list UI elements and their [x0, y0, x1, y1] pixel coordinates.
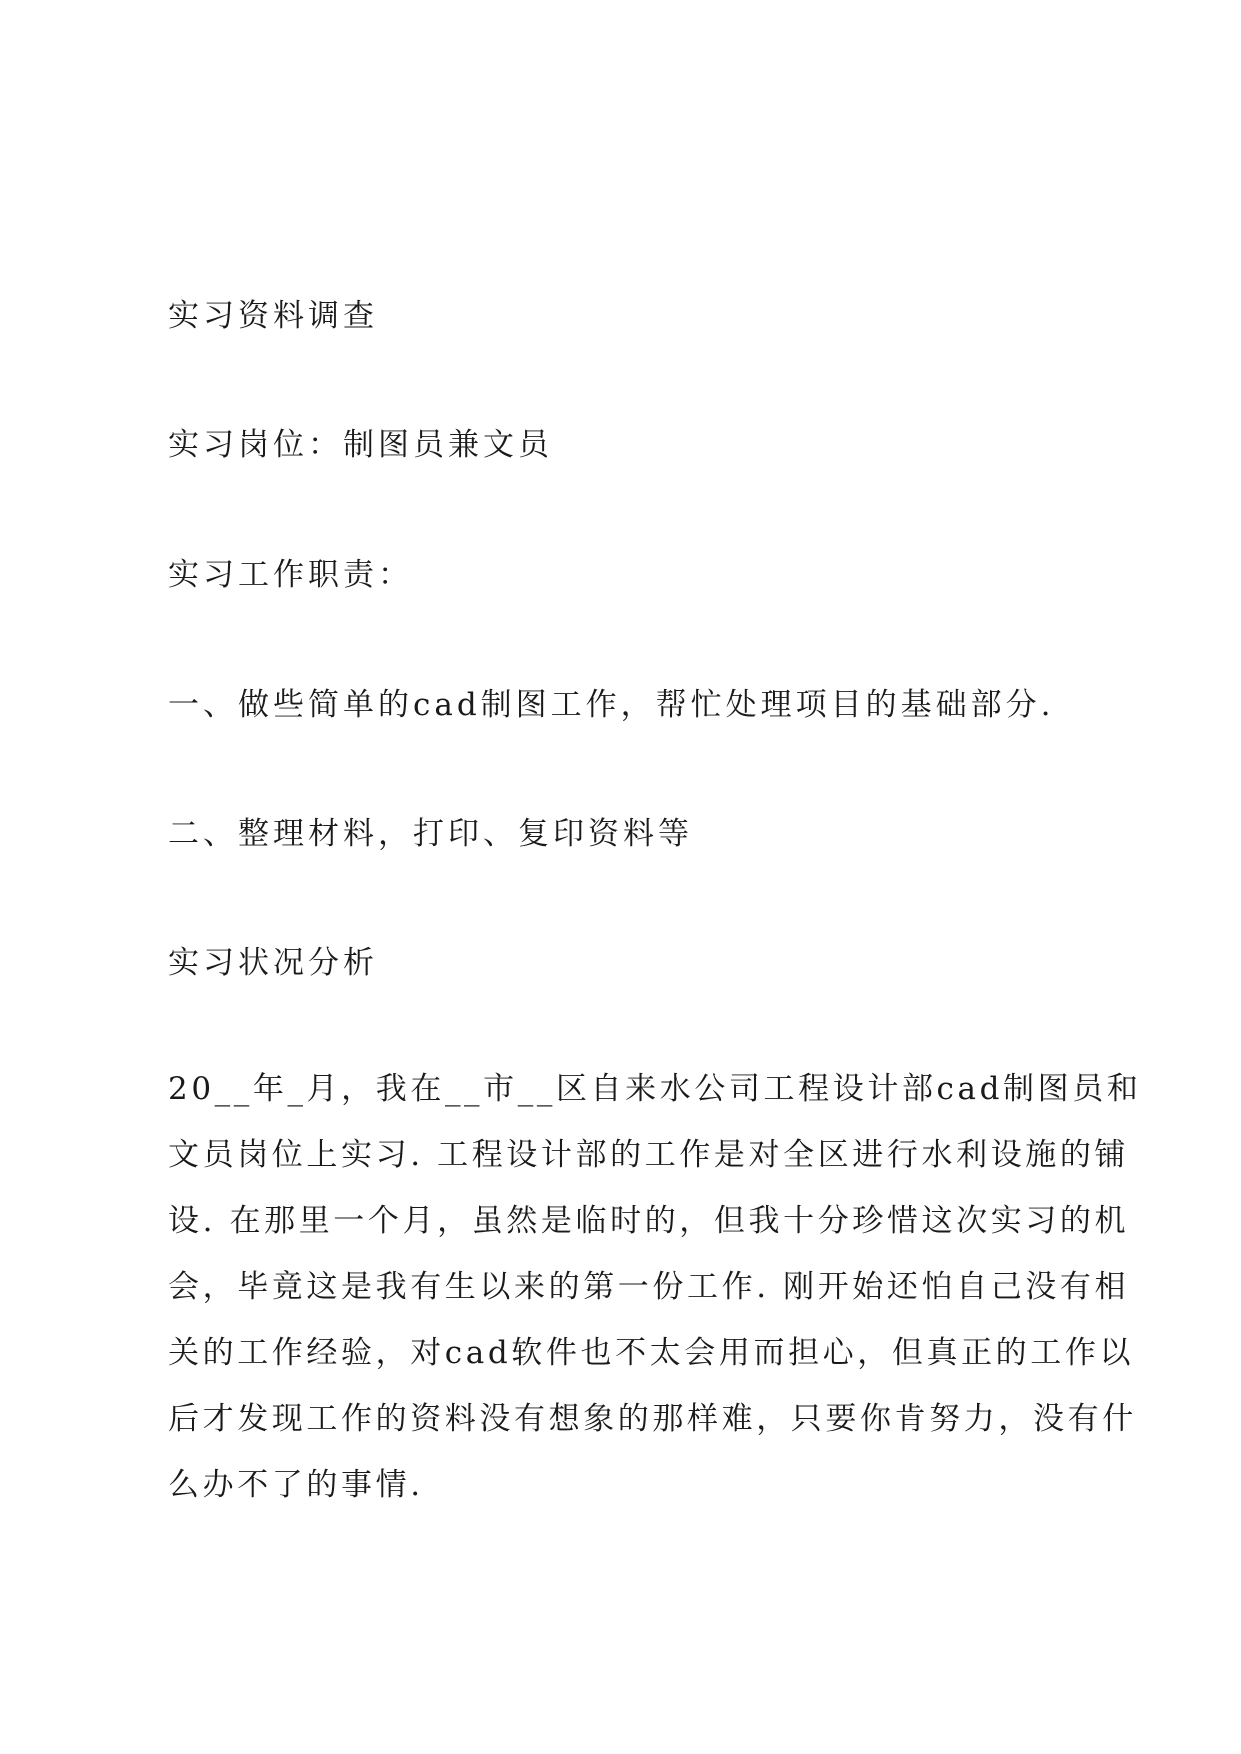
paragraph-line: 设. 在那里一个月，虽然是临时的，但我十分珍惜这次实习的机: [168, 1203, 1130, 1239]
paragraph-line: 20__年_月，我在__市__区自来水公司工程设计部cad制图员和: [168, 1071, 1142, 1107]
paragraph-line: 么办不了的事情.: [168, 1467, 424, 1503]
paragraph-line: 关的工作经验，对cad软件也不太会用而担心，但真正的工作以: [168, 1335, 1135, 1371]
internship-position: 实习岗位：制图员兼文员: [168, 427, 553, 463]
analysis-heading: 实习状况分析: [168, 945, 378, 981]
paragraph-line: 文员岗位上实习. 工程设计部的工作是对全区进行水利设施的铺: [168, 1137, 1130, 1173]
duty-item-1: 一、做些简单的cad制图工作，帮忙处理项目的基础部分.: [168, 687, 1055, 723]
paragraph-line: 后才发现工作的资料没有想象的那样难，只要你肯努力，没有什: [168, 1401, 1137, 1437]
document-title: 实习资料调查: [168, 298, 378, 334]
analysis-paragraph: [168, 1069, 1142, 1531]
duty-item-2: 二、整理材料，打印、复印资料等: [168, 816, 693, 852]
duties-heading: 实习工作职责：: [168, 557, 413, 593]
paragraph-line: 会，毕竟这是我有生以来的第一份工作. 刚开始还怕自己没有相: [168, 1269, 1130, 1305]
